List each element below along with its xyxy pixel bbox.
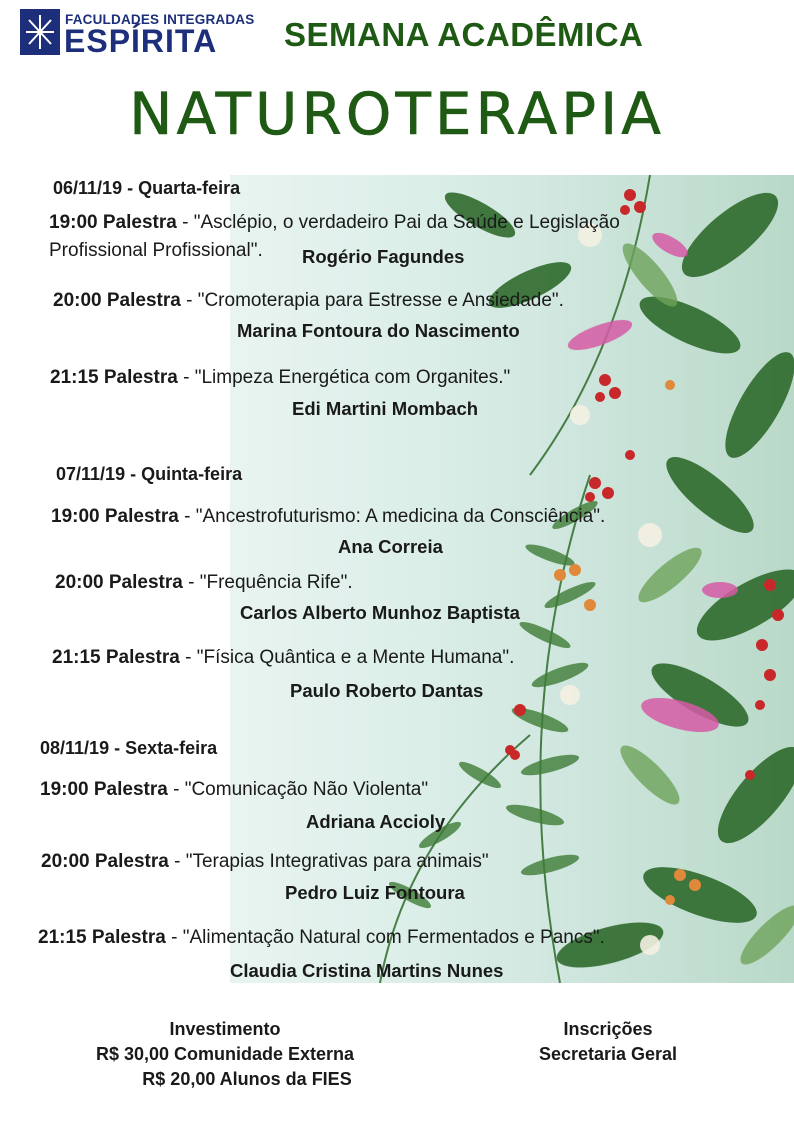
- talk-title: [49, 210, 620, 236]
- investment-price-students: R$ 20,00 Alunos da FIES: [142, 1069, 352, 1089]
- talk-title-text: - "Terapias Integrativas para animais": [168, 851, 489, 872]
- logo-star-icon: [20, 9, 60, 55]
- day-heading: 06/11/19 - Quarta-feira: [53, 178, 241, 198]
- talk-title-text: - "Ancestrofuturismo: A medicina da Consciência".: [178, 506, 606, 527]
- speaker-name: Paulo Roberto Dantas: [290, 680, 484, 701]
- talk-time: 19:00 Palestra: [40, 779, 168, 800]
- investment-title: Investimento: [169, 1019, 281, 1039]
- event-subtitle: NATUROTERAPIA: [129, 80, 665, 148]
- talk-time: 19:00 Palestra: [49, 212, 177, 233]
- talk-title-text: - "Comunicação Não Violenta": [167, 779, 429, 800]
- talk-title: [53, 288, 564, 314]
- talk-title-text: - "Limpeza Energética com Organites.": [177, 367, 511, 388]
- talk-time: 21:15 Palestra: [50, 367, 178, 388]
- talk-title: [51, 504, 605, 530]
- day-heading: 08/11/19 - Sexta-feira: [40, 738, 218, 758]
- speaker-name: Marina Fontoura do Nascimento: [237, 320, 520, 341]
- speaker-name: Claudia Cristina Martins Nunes: [230, 960, 504, 981]
- talk-title: [52, 645, 514, 671]
- registration-location: Secretaria Geral: [538, 1044, 678, 1064]
- talk-title-text: - "Frequência Rife".: [182, 572, 353, 593]
- talk-title-text: - "Física Quântica e a Mente Humana".: [179, 647, 515, 668]
- event-title: SEMANA ACADÊMICA: [284, 16, 644, 53]
- talk-title-continuation: Profissional Profissional".: [49, 240, 263, 261]
- day-heading: 07/11/19 - Quinta-feira: [56, 464, 243, 484]
- talk-title: [55, 570, 353, 596]
- faculty-logo: [20, 9, 272, 61]
- logo-text-line2: ESPÍRITA: [64, 23, 218, 59]
- speaker-name: Adriana Accioly: [306, 811, 446, 832]
- speaker-name: Ana Correia: [338, 536, 443, 557]
- talk-title: [40, 777, 428, 803]
- talk-title: [41, 849, 489, 875]
- talk-title-text: - "Alimentação Natural com Fermentados e Pancs".: [165, 927, 605, 948]
- speaker-name: Carlos Alberto Munhoz Baptista: [240, 602, 520, 623]
- speaker-name: Pedro Luiz Fontoura: [285, 882, 465, 903]
- talk-title: [50, 365, 510, 391]
- talk-time: 20:00 Palestra: [55, 572, 183, 593]
- speaker-name: Edi Martini Mombach: [292, 398, 479, 419]
- talk-title: [38, 925, 605, 951]
- talk-title-text: - "Asclépio, o verdadeiro Pai da Saúde e Legislação: [176, 212, 620, 233]
- logo-text-line1: FACULDADES INTEGRADAS: [65, 12, 255, 27]
- talk-title-text: - "Cromoterapia para Estresse e Ansiedade".: [180, 290, 564, 311]
- registration-title: Inscrições: [563, 1019, 653, 1039]
- talk-time: 20:00 Palestra: [41, 851, 169, 872]
- talk-time: 21:15 Palestra: [52, 647, 180, 668]
- speaker-name: Rogério Fagundes: [302, 246, 465, 267]
- talk-time: 19:00 Palestra: [51, 506, 179, 527]
- investment-price-external: R$ 30,00 Comunidade Externa: [95, 1044, 355, 1064]
- talk-time: 21:15 Palestra: [38, 927, 166, 948]
- talk-time: 20:00 Palestra: [53, 290, 181, 311]
